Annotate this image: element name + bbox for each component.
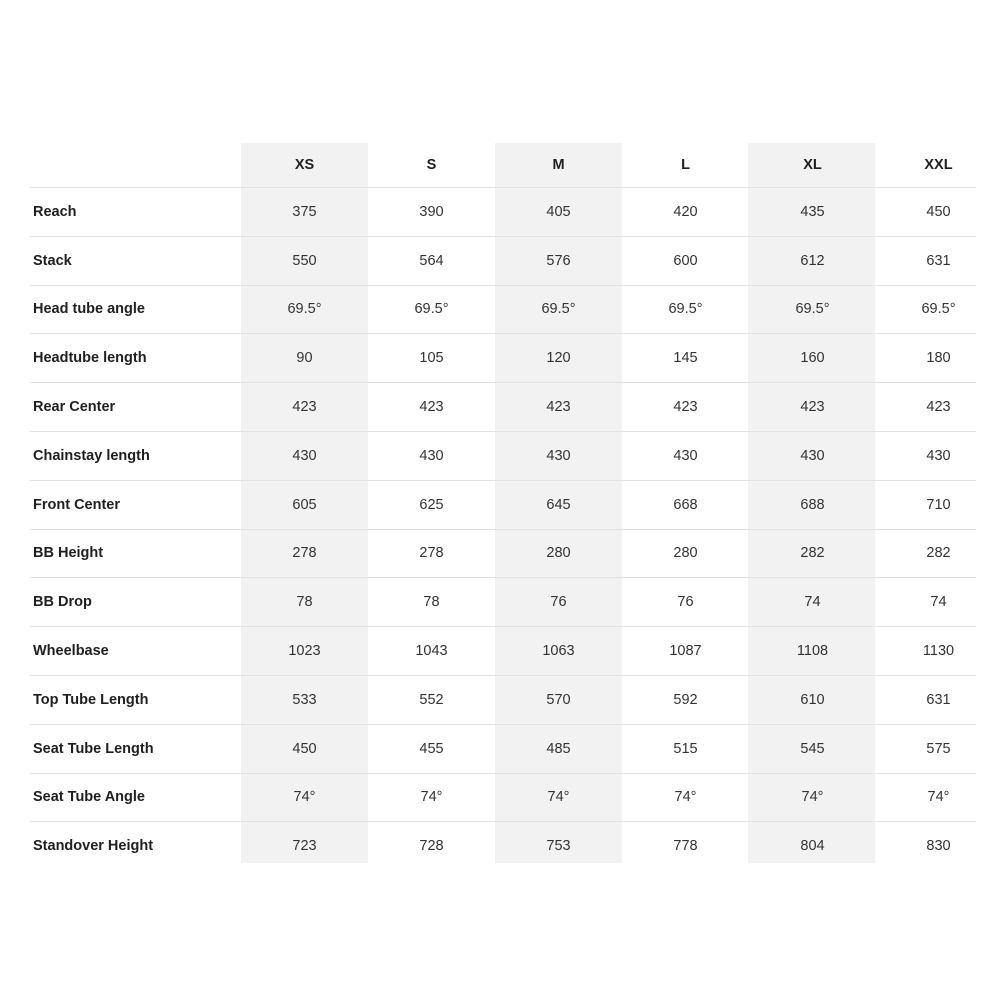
size-header-l: L	[681, 157, 690, 173]
table-cell-xl: 74°	[801, 789, 824, 806]
table-cell-s: 69.5°	[414, 301, 449, 318]
row-label: Seat Tube Angle	[33, 789, 145, 806]
row-label: Rear Center	[33, 399, 116, 416]
table-cell-l: 600	[673, 252, 698, 269]
table-cell-s: 74°	[420, 789, 443, 806]
table-cell-l: 423	[673, 399, 698, 416]
table-cell-s: 728	[419, 838, 444, 855]
size-header-m: M	[552, 157, 565, 173]
table-cell-l: 280	[673, 545, 698, 562]
table-cell-l: 76	[677, 594, 694, 611]
table-cell-s: 1043	[415, 643, 448, 660]
table-cell-xl: 69.5°	[795, 301, 830, 318]
table-cell-m: 430	[546, 447, 571, 464]
table-cell-xs: 430	[292, 447, 317, 464]
table-cell-s: 278	[419, 545, 444, 562]
table-cell-xxl: 1130	[922, 643, 955, 660]
table-cell-xxl: 575	[926, 740, 951, 757]
table-row	[30, 382, 976, 431]
row-label: Reach	[33, 203, 77, 220]
table-cell-m: 1063	[542, 643, 575, 660]
table-cell-xl: 612	[800, 252, 825, 269]
table-cell-m: 120	[546, 350, 571, 367]
table-cell-xl: 430	[800, 447, 825, 464]
size-header-xs: XS	[294, 157, 315, 173]
table-cell-xs: 375	[292, 203, 317, 220]
table-row	[30, 480, 976, 529]
table-cell-xs: 605	[292, 496, 317, 513]
table-cell-xxl: 430	[926, 447, 951, 464]
table-cell-xs: 1023	[288, 643, 321, 660]
table-row	[30, 724, 976, 773]
table-cell-m: 405	[546, 203, 571, 220]
table-cell-m: 645	[546, 496, 571, 513]
table-cell-xxl: 631	[926, 252, 951, 269]
table-cell-s: 423	[419, 399, 444, 416]
table-cell-s: 105	[419, 350, 444, 367]
table-cell-m: 76	[550, 594, 567, 611]
table-cell-xs: 278	[292, 545, 317, 562]
table-cell-xl: 545	[800, 740, 825, 757]
table-row	[30, 675, 976, 724]
row-label: Top Tube Length	[33, 691, 149, 708]
table-cell-m: 753	[546, 838, 571, 855]
table-cell-m: 69.5°	[541, 301, 576, 318]
table-cell-l: 69.5°	[668, 301, 703, 318]
table-header-row	[30, 143, 976, 187]
table-cell-m: 485	[546, 740, 571, 757]
table-cell-l: 1087	[669, 643, 702, 660]
table-row	[30, 529, 976, 578]
row-label: BB Drop	[33, 594, 92, 611]
table-cell-xs: 90	[296, 350, 313, 367]
table-cell-xs: 533	[292, 691, 317, 708]
table-cell-m: 423	[546, 399, 571, 416]
size-header-xxl: XXL	[924, 157, 953, 173]
table-cell-xl: 610	[800, 691, 825, 708]
table-cell-m: 570	[546, 691, 571, 708]
table-cell-xl: 74	[804, 594, 821, 611]
table-cell-xxl: 423	[926, 399, 951, 416]
table-cell-l: 145	[673, 350, 698, 367]
table-cell-xxl: 74°	[927, 789, 950, 806]
table-cell-xs: 450	[292, 740, 317, 757]
row-label: Wheelbase	[33, 643, 109, 660]
table-cell-xxl: 631	[926, 691, 951, 708]
table-cell-xxl: 74	[930, 594, 947, 611]
row-label: Head tube angle	[33, 301, 145, 318]
table-cell-xl: 435	[800, 203, 825, 220]
table-cell-xl: 423	[800, 399, 825, 416]
table-cell-xxl: 282	[926, 545, 951, 562]
table-cell-l: 592	[673, 691, 698, 708]
row-label: BB Height	[33, 545, 104, 562]
table-cell-xs: 78	[296, 594, 313, 611]
table-cell-xs: 423	[292, 399, 317, 416]
row-label: Headtube length	[33, 350, 147, 367]
table-row	[30, 773, 976, 822]
table-cell-xxl: 180	[926, 350, 951, 367]
table-cell-l: 778	[673, 838, 698, 855]
table-row	[30, 187, 976, 236]
size-header-s: S	[426, 157, 437, 173]
table-row	[30, 821, 976, 870]
table-row	[30, 626, 976, 675]
table-cell-xxl: 450	[926, 203, 951, 220]
table-cell-s: 625	[419, 496, 444, 513]
table-cell-l: 515	[673, 740, 698, 757]
table-body	[30, 187, 976, 870]
table-row	[30, 236, 976, 285]
table-cell-xs: 723	[292, 838, 317, 855]
table-cell-l: 74°	[674, 789, 697, 806]
table-cell-xl: 688	[800, 496, 825, 513]
table-cell-m: 280	[546, 545, 571, 562]
table-cell-xxl: 830	[926, 838, 951, 855]
table-cell-s: 564	[419, 252, 444, 269]
table-cell-xs: 550	[292, 252, 317, 269]
table-cell-s: 455	[419, 740, 444, 757]
size-header-xl: XL	[803, 157, 822, 173]
table-cell-s: 552	[419, 691, 444, 708]
table-cell-xs: 69.5°	[287, 301, 322, 318]
table-row	[30, 333, 976, 382]
row-label: Standover Height	[33, 838, 154, 855]
table-cell-s: 78	[423, 594, 440, 611]
row-label: Stack	[33, 252, 72, 269]
table-row	[30, 431, 976, 480]
table-cell-l: 430	[673, 447, 698, 464]
table-cell-xs: 74°	[293, 789, 316, 806]
table-cell-l: 420	[673, 203, 698, 220]
table-cell-l: 668	[673, 496, 698, 513]
table-cell-s: 390	[419, 203, 444, 220]
row-label: Front Center	[33, 496, 120, 513]
table-cell-xl: 804	[800, 838, 825, 855]
row-label: Chainstay length	[33, 447, 150, 464]
table-cell-m: 576	[546, 252, 571, 269]
geometry-table	[30, 143, 976, 870]
table-cell-xxl: 710	[926, 496, 951, 513]
table-cell-s: 430	[419, 447, 444, 464]
table-cell-xl: 160	[800, 350, 825, 367]
table-row	[30, 577, 976, 626]
row-label: Seat Tube Length	[33, 740, 154, 757]
table-cell-xl: 1108	[796, 643, 829, 660]
table-cell-xl: 282	[800, 545, 825, 562]
table-row	[30, 285, 976, 334]
table-cell-m: 74°	[547, 789, 570, 806]
table-cell-xxl: 69.5°	[921, 301, 956, 318]
